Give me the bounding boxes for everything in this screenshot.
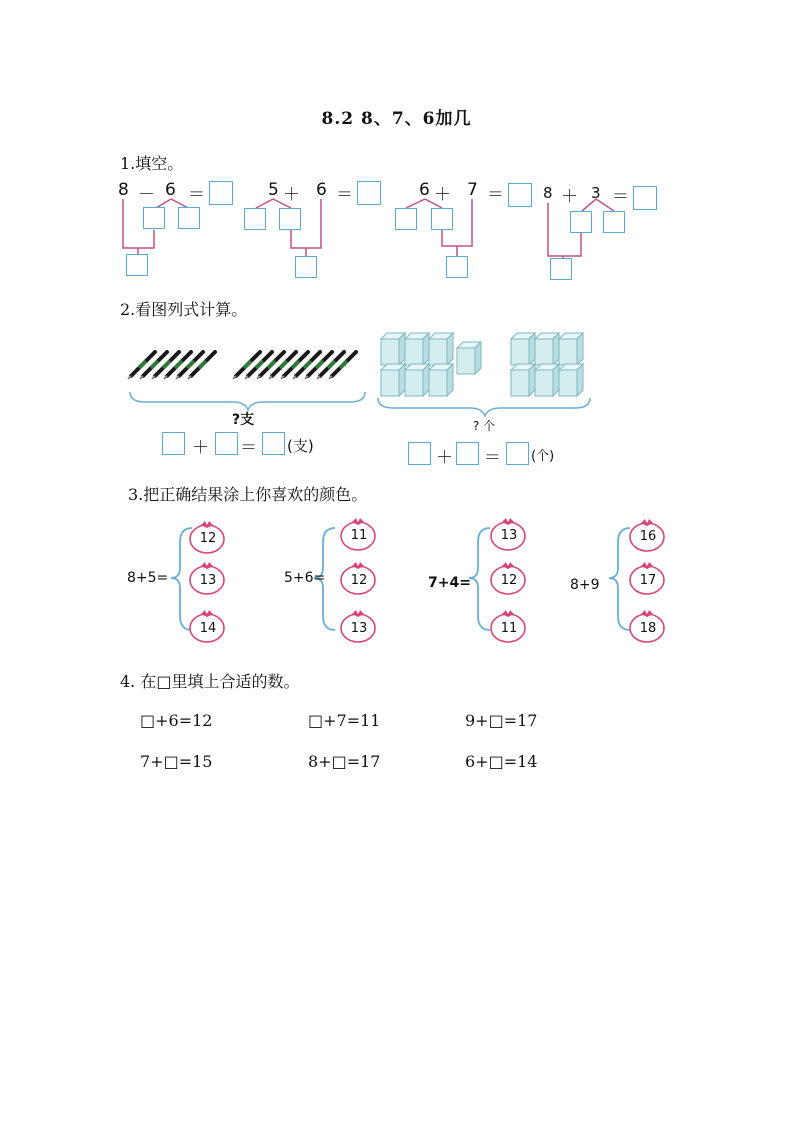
q4-eq-3: 9+□=17 [465,711,538,730]
q1-p1-eq: ＝ [188,185,205,205]
q3-expr-2: 5+6= [284,570,326,586]
q4-eq-5: 8+□=17 [308,752,381,771]
q4-eq-2: □+7=11 [308,711,381,730]
option-11[interactable]: 11 [350,528,368,543]
q3-expr-3: 7+4= [428,575,471,591]
q1-p3-a: 6 [419,180,430,200]
q1-p4-b: 3 [591,184,601,202]
q1-p3-b: 7 [467,180,478,200]
q1-p2-op: ＋ [283,185,300,205]
q3-label: 3.把正确结果涂上你喜欢的颜色。 [128,485,368,504]
q3-expr-4: 8+9 [570,577,600,593]
q2-left-plus: ＋ [192,438,209,458]
brace-4 [609,528,630,630]
q1-p2-a: 5 [268,180,279,200]
option-11[interactable]: 11 [500,621,518,636]
q2-right-caption: ? 个 [473,419,496,433]
brace-1 [171,528,192,630]
q1-p3-eq: ＝ [487,185,504,205]
q2-left-eq: ＝ [240,438,257,458]
q1-p4-op: ＋ [561,187,578,207]
q4-eq-4: 7+□=15 [140,752,213,771]
q1-p3-op: ＋ [434,185,451,205]
q2-right-eq: ＝ [484,448,501,468]
q4-eq-1: □+6=12 [140,711,213,730]
q2-label: 2.看图列式计算。 [120,300,248,319]
q2-left-caption: ?支 [232,412,255,428]
option-16[interactable]: 16 [639,529,657,544]
option-13[interactable]: 13 [500,528,518,543]
q1-p2-b: 6 [316,180,327,200]
q3-expr-1: 8+5= [127,570,169,586]
option-12[interactable]: 12 [500,573,518,588]
option-14[interactable]: 14 [199,621,217,636]
option-13[interactable]: 13 [350,621,368,636]
q1-p1-op: － [138,185,155,205]
option-17[interactable]: 17 [639,573,657,588]
q1-p2-eq: ＝ [336,185,353,205]
q1-p1-b: 6 [165,180,176,200]
q1-p4-a: 8 [543,184,553,202]
option-13[interactable]: 13 [199,573,217,588]
q1-label: 1.填空。 [120,154,184,173]
q4-eq-6: 6+□=14 [465,752,538,771]
page-title: 8.2 8、7、6加几 [321,109,472,129]
option-18[interactable]: 18 [639,621,657,636]
q1-p1-a: 8 [118,180,129,200]
q2-right-plus: ＋ [436,448,453,468]
brace-3 [469,528,490,630]
q2-left-unit: (支) [287,437,314,455]
q4-label: 4. 在□里填上合适的数。 [120,672,300,691]
q2-right-unit: (个) [531,449,555,464]
option-12[interactable]: 12 [199,531,217,546]
option-12[interactable]: 12 [350,573,368,588]
q1-p4-eq: ＝ [612,187,629,207]
